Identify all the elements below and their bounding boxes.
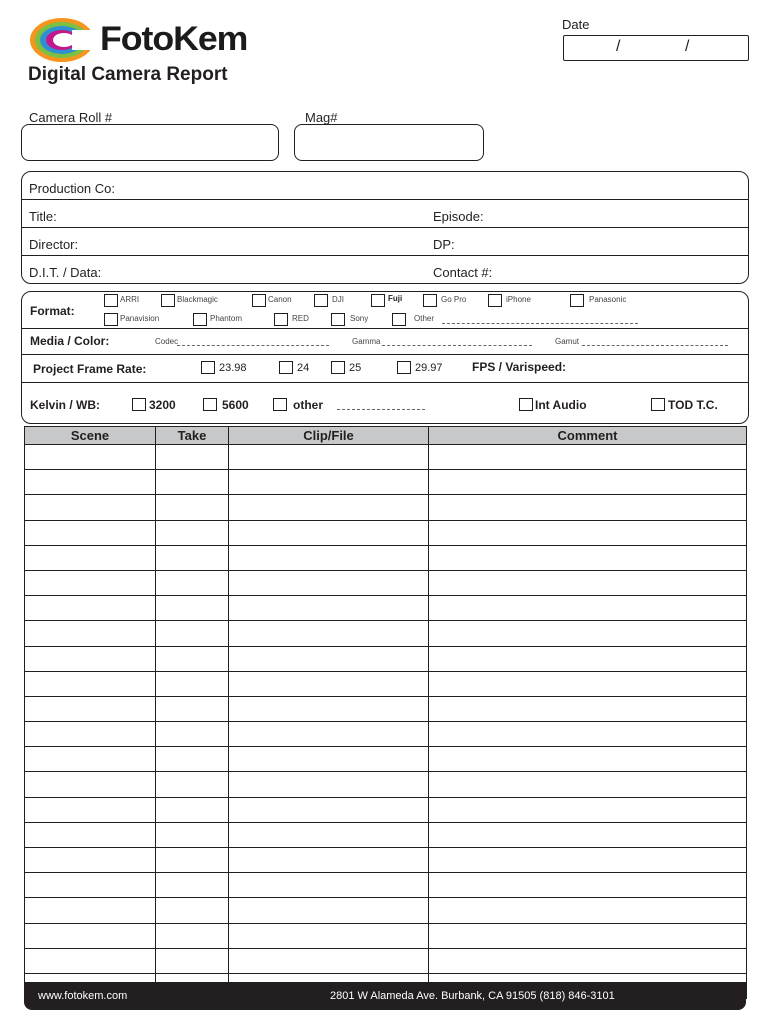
take-cell[interactable] <box>156 545 229 570</box>
format-canon-checkbox[interactable] <box>252 294 266 307</box>
format-iphone-checkbox[interactable] <box>488 294 502 307</box>
clip-file-cell[interactable] <box>229 545 429 570</box>
table-row <box>25 545 747 570</box>
divider <box>22 382 748 383</box>
date-label: Date <box>562 17 590 32</box>
take-cell[interactable] <box>156 822 229 847</box>
take-cell[interactable] <box>156 722 229 747</box>
production-co-label: Production Co: <box>29 181 115 196</box>
format-panavision-label: Panavision <box>120 314 160 323</box>
comment-cell[interactable] <box>429 948 747 973</box>
wb-3200-checkbox[interactable] <box>132 398 146 411</box>
camera-roll-field[interactable] <box>21 124 279 161</box>
take-cell[interactable] <box>156 596 229 621</box>
format-phantom-checkbox[interactable] <box>193 313 207 326</box>
table-row <box>25 873 747 898</box>
take-cell[interactable] <box>156 747 229 772</box>
media-color-label: Media / Color: <box>30 334 110 348</box>
format-arri-checkbox[interactable] <box>104 294 118 307</box>
scene-cell[interactable] <box>25 570 156 595</box>
scene-cell[interactable] <box>25 545 156 570</box>
take-cell[interactable] <box>156 696 229 721</box>
codec-field[interactable] <box>177 345 329 346</box>
format-phantom-label: Phantom <box>210 314 243 323</box>
comment-cell[interactable] <box>429 520 747 545</box>
comment-cell[interactable] <box>429 747 747 772</box>
clip-file-cell[interactable] <box>229 570 429 595</box>
camera-log-table <box>24 426 747 999</box>
scene-cell[interactable] <box>25 621 156 646</box>
format-panasonic-label: Panasonic <box>589 295 627 304</box>
scene-cell[interactable] <box>25 722 156 747</box>
director-label: Director: <box>29 237 79 252</box>
table-row <box>25 646 747 671</box>
comment-cell[interactable] <box>429 596 747 621</box>
scene-column-header: Scene <box>25 427 156 445</box>
clip-file-column-header: Clip/File <box>229 427 429 445</box>
format-red-label: RED <box>292 314 309 323</box>
table-row <box>25 948 747 973</box>
take-cell[interactable] <box>156 520 229 545</box>
comment-cell[interactable] <box>429 772 747 797</box>
scene-cell[interactable] <box>25 495 156 520</box>
table-row <box>25 898 747 923</box>
camera-roll-label: Camera Roll # <box>29 110 113 125</box>
take-cell[interactable] <box>156 671 229 696</box>
take-cell[interactable] <box>156 848 229 873</box>
clip-file-cell[interactable] <box>229 495 429 520</box>
clip-file-cell[interactable] <box>229 747 429 772</box>
codec-label: Codec <box>155 337 179 346</box>
format-sony-label: Sony <box>350 314 369 323</box>
table-row <box>25 772 747 797</box>
take-cell[interactable] <box>156 772 229 797</box>
clip-file-cell[interactable] <box>229 873 429 898</box>
fps-2997-checkbox[interactable] <box>397 361 411 374</box>
contact-label: Contact #: <box>433 265 493 280</box>
table-row <box>25 596 747 621</box>
wb-5600-label: 5600 <box>222 398 249 412</box>
format-blackmagic-label: Blackmagic <box>177 295 218 304</box>
gamma-label: Gamma <box>352 337 381 346</box>
scene-cell[interactable] <box>25 873 156 898</box>
clip-file-cell[interactable] <box>229 722 429 747</box>
comment-cell[interactable] <box>429 898 747 923</box>
wb-other-label: other <box>293 398 323 412</box>
scene-cell[interactable] <box>25 923 156 948</box>
scene-cell[interactable] <box>25 445 156 470</box>
clip-file-cell[interactable] <box>229 848 429 873</box>
format-gopro-label: Go Pro <box>441 295 467 304</box>
comment-cell[interactable] <box>429 570 747 595</box>
format-panavision-checkbox[interactable] <box>104 313 118 326</box>
scene-cell[interactable] <box>25 898 156 923</box>
title-row[interactable] <box>22 200 748 228</box>
mag-label: Mag# <box>305 110 338 125</box>
fps-24-checkbox[interactable] <box>279 361 293 374</box>
format-dji-checkbox[interactable] <box>314 294 328 307</box>
table-row <box>25 621 747 646</box>
table-row <box>25 822 747 847</box>
comment-cell[interactable] <box>429 722 747 747</box>
take-cell[interactable] <box>156 621 229 646</box>
date-separator: / <box>685 38 690 55</box>
production-box <box>21 171 749 284</box>
table-body <box>25 445 747 999</box>
table-row <box>25 696 747 721</box>
format-sony-checkbox[interactable] <box>331 313 345 326</box>
production-co-row[interactable] <box>22 172 748 200</box>
clip-file-cell[interactable] <box>229 923 429 948</box>
take-cell[interactable] <box>156 445 229 470</box>
frame-rate-label: Project Frame Rate: <box>33 362 147 376</box>
format-other-checkbox[interactable] <box>392 313 406 326</box>
take-cell[interactable] <box>156 470 229 495</box>
comment-cell[interactable] <box>429 445 747 470</box>
gamut-field[interactable] <box>582 345 728 346</box>
comment-cell[interactable] <box>429 495 747 520</box>
episode-label: Episode: <box>433 209 484 224</box>
clip-file-cell[interactable] <box>229 772 429 797</box>
scene-cell[interactable] <box>25 470 156 495</box>
comment-cell[interactable] <box>429 797 747 822</box>
table-row <box>25 722 747 747</box>
format-dji-label: DJI <box>332 295 344 304</box>
scene-cell[interactable] <box>25 797 156 822</box>
int-audio-checkbox[interactable] <box>519 398 533 411</box>
dit-label: D.I.T. / Data: <box>29 265 102 280</box>
table-header-row <box>25 427 747 445</box>
title-label: Title: <box>29 209 57 224</box>
int-audio-label: Int Audio <box>535 398 587 412</box>
gamma-field[interactable] <box>382 345 532 346</box>
kelvin-wb-label: Kelvin / WB: <box>30 398 101 412</box>
scene-cell[interactable] <box>25 646 156 671</box>
wb-other-checkbox[interactable] <box>273 398 287 411</box>
clip-file-cell[interactable] <box>229 445 429 470</box>
take-cell[interactable] <box>156 873 229 898</box>
format-fuji-checkbox[interactable] <box>371 294 385 307</box>
divider <box>22 354 748 355</box>
format-iphone-label: iPhone <box>506 295 531 304</box>
table-row <box>25 923 747 948</box>
table-row <box>25 797 747 822</box>
comment-cell[interactable] <box>429 470 747 495</box>
scene-cell[interactable] <box>25 848 156 873</box>
wb-3200-label: 3200 <box>149 398 176 412</box>
take-cell[interactable] <box>156 646 229 671</box>
clip-file-cell[interactable] <box>229 470 429 495</box>
fps-2997-label: 29.97 <box>415 362 443 374</box>
tod-tc-checkbox[interactable] <box>651 398 665 411</box>
date-field[interactable] <box>563 35 749 61</box>
table-row <box>25 445 747 470</box>
wb-other-field[interactable] <box>337 409 425 410</box>
clip-file-cell[interactable] <box>229 621 429 646</box>
format-blackmagic-checkbox[interactable] <box>161 294 175 307</box>
format-canon-label: Canon <box>268 295 292 304</box>
format-other-label: Other <box>414 314 435 323</box>
wb-5600-checkbox[interactable] <box>203 398 217 411</box>
take-cell[interactable] <box>156 570 229 595</box>
take-column-header: Take <box>156 427 229 445</box>
date-separator: / <box>616 38 621 55</box>
clip-file-cell[interactable] <box>229 596 429 621</box>
format-other-field[interactable] <box>442 323 638 324</box>
take-cell[interactable] <box>156 923 229 948</box>
comment-cell[interactable] <box>429 923 747 948</box>
scene-cell[interactable] <box>25 520 156 545</box>
comment-cell[interactable] <box>429 848 747 873</box>
mag-field[interactable] <box>294 124 484 161</box>
scene-cell[interactable] <box>25 696 156 721</box>
format-fuji-label: Fuji <box>388 294 403 303</box>
table-row <box>25 848 747 873</box>
footer-bar <box>24 982 746 1010</box>
comment-cell[interactable] <box>429 696 747 721</box>
table-row <box>25 495 747 520</box>
take-cell[interactable] <box>156 495 229 520</box>
scene-cell[interactable] <box>25 747 156 772</box>
tod-tc-label: TOD T.C. <box>668 398 718 412</box>
comment-cell[interactable] <box>429 822 747 847</box>
table-row <box>25 747 747 772</box>
page-title: Digital Camera Report <box>28 64 228 85</box>
format-gopro-checkbox[interactable] <box>423 294 437 307</box>
fps-24-label: 24 <box>297 362 310 374</box>
take-cell[interactable] <box>156 948 229 973</box>
clip-file-cell[interactable] <box>229 671 429 696</box>
scene-cell[interactable] <box>25 822 156 847</box>
footer-website[interactable]: www.fotokem.com <box>38 990 128 1002</box>
comment-cell[interactable] <box>429 545 747 570</box>
take-cell[interactable] <box>156 797 229 822</box>
dit-row[interactable] <box>22 256 748 283</box>
take-cell[interactable] <box>156 898 229 923</box>
table-row <box>25 671 747 696</box>
table-row <box>25 520 747 545</box>
clip-file-cell[interactable] <box>229 898 429 923</box>
fps-2398-checkbox[interactable] <box>201 361 215 374</box>
format-red-checkbox[interactable] <box>274 313 288 326</box>
director-row[interactable] <box>22 228 748 256</box>
divider <box>22 328 748 329</box>
clip-file-cell[interactable] <box>229 646 429 671</box>
format-arri-label: ARRI <box>120 295 140 304</box>
comment-column-header: Comment <box>429 427 747 445</box>
comment-cell[interactable] <box>429 873 747 898</box>
clip-file-cell[interactable] <box>229 948 429 973</box>
comment-cell[interactable] <box>429 671 747 696</box>
table-row <box>25 470 747 495</box>
footer-address: 2801 W Alameda Ave. Burbank, CA 91505 (818) 846-3101 <box>330 990 615 1002</box>
dp-label: DP: <box>433 237 455 252</box>
comment-cell[interactable] <box>429 621 747 646</box>
fps-25-label: 25 <box>349 362 362 374</box>
clip-file-cell[interactable] <box>229 520 429 545</box>
clip-file-cell[interactable] <box>229 696 429 721</box>
scene-cell[interactable] <box>25 948 156 973</box>
clip-file-cell[interactable] <box>229 797 429 822</box>
format-panasonic-checkbox[interactable] <box>570 294 584 307</box>
format-box <box>21 291 749 424</box>
format-label: Format: <box>30 304 75 318</box>
table-row <box>25 570 747 595</box>
fps-varispeed-label: FPS / Varispeed: <box>472 360 567 374</box>
scene-cell[interactable] <box>25 596 156 621</box>
fotokem-logo-icon <box>28 16 96 64</box>
clip-file-cell[interactable] <box>229 822 429 847</box>
scene-cell[interactable] <box>25 671 156 696</box>
brand-name: FotoKem <box>100 20 248 58</box>
scene-cell[interactable] <box>25 772 156 797</box>
fps-2398-label: 23.98 <box>219 362 247 374</box>
gamut-label: Gamut <box>555 337 580 346</box>
comment-cell[interactable] <box>429 646 747 671</box>
fps-25-checkbox[interactable] <box>331 361 345 374</box>
